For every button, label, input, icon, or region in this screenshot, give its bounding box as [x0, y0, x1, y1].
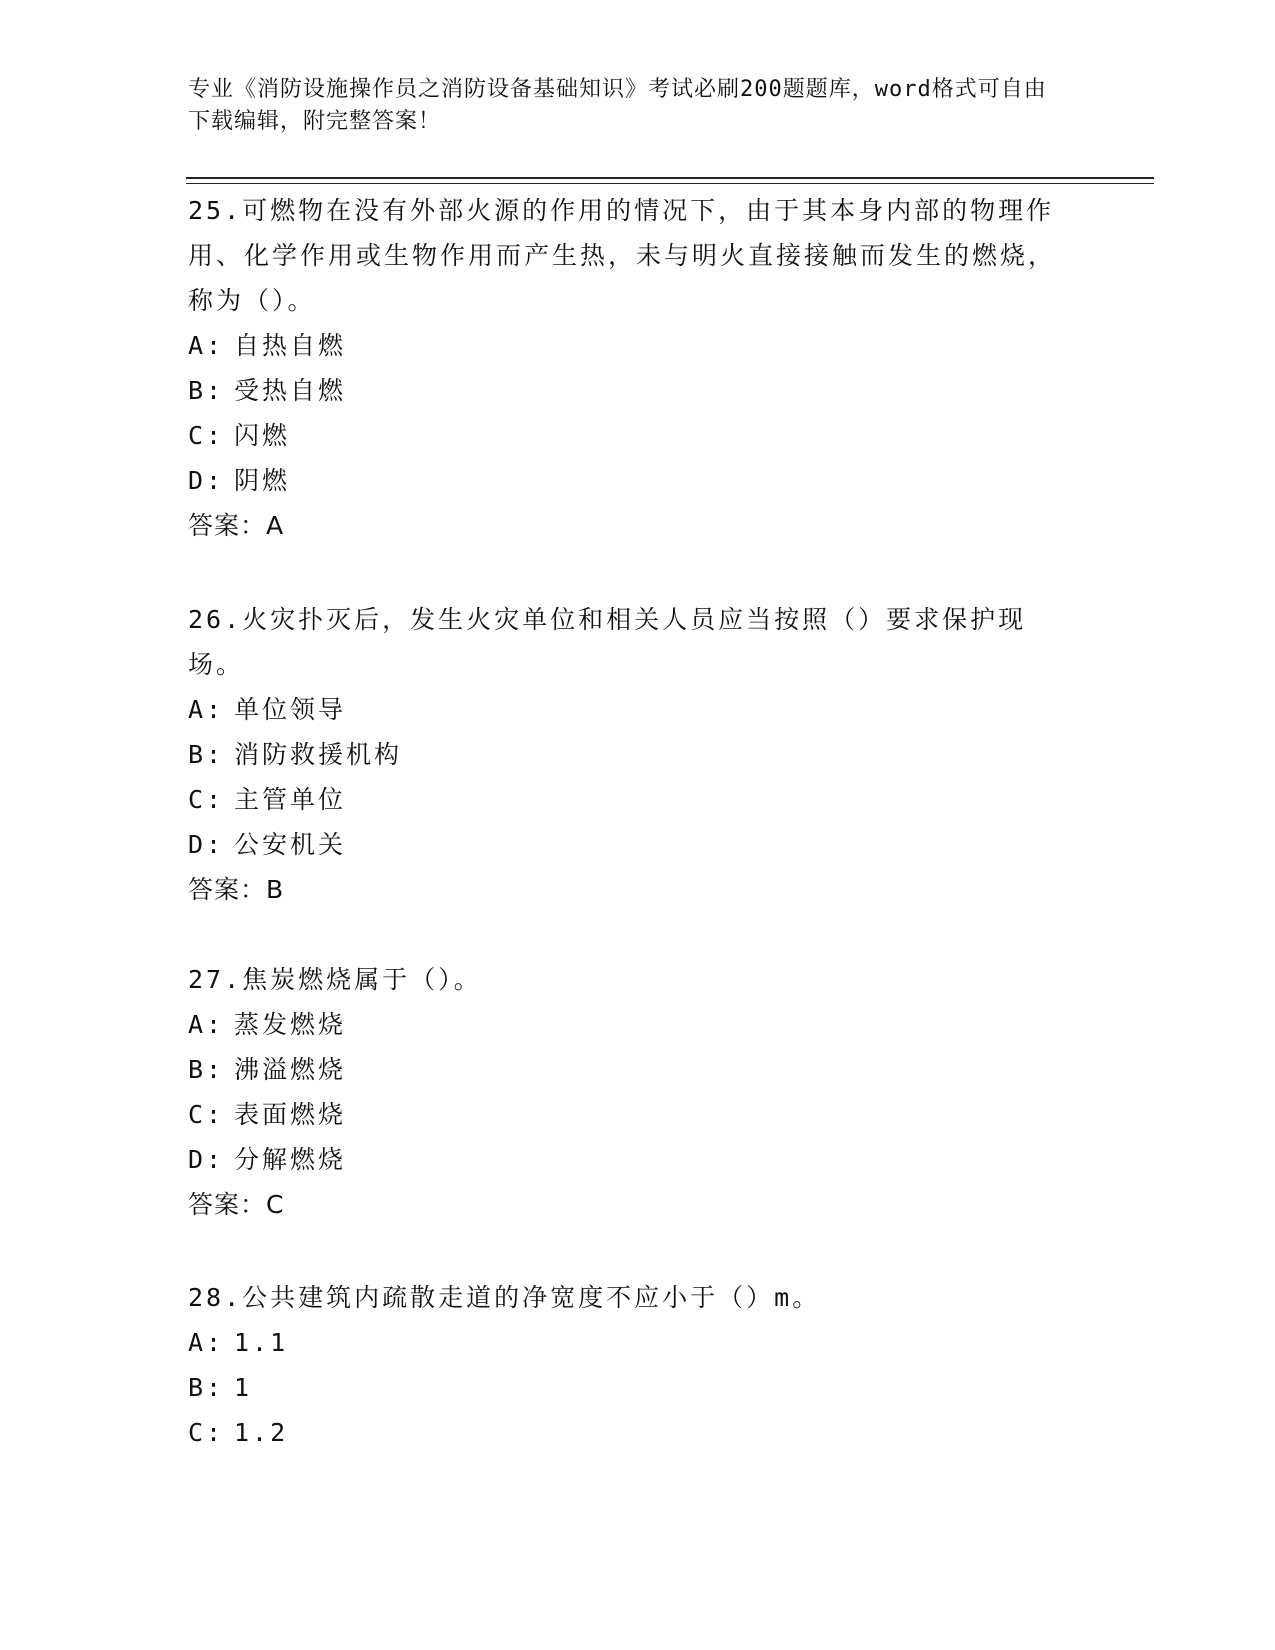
- option-c: [188, 777, 1088, 822]
- option-letter: D:: [188, 830, 225, 859]
- option-text: 闪燃: [234, 421, 291, 450]
- question-stem: 26.火灾扑灭后，发生火灾单位和相关人员应当按照（）要求保护现场。: [188, 605, 1027, 679]
- option-c: [188, 1092, 1088, 1137]
- document-header: 专业《消防设施操作员之消防设备基础知识》考试必刷200题题库，word格式可自由下载编辑，附完整答案！: [188, 77, 1047, 134]
- answer-line: 答案：B: [188, 875, 285, 904]
- question-stem: 28.公共建筑内疏散走道的净宽度不应小于（）m。: [188, 1283, 821, 1312]
- option-b: [188, 1047, 1088, 1092]
- option-letter: A:: [188, 1328, 225, 1357]
- option-text: 公安机关: [234, 830, 347, 859]
- question-stem: 27.焦炭燃烧属于（）。: [188, 965, 482, 994]
- option-letter: D:: [188, 1145, 225, 1174]
- option-letter: B:: [188, 376, 225, 405]
- question-28: [188, 1275, 1088, 1455]
- option-text: 单位领导: [234, 695, 347, 724]
- option-text: 主管单位: [234, 785, 347, 814]
- answer-line: 答案：A: [188, 511, 285, 540]
- option-d: [188, 822, 1088, 867]
- option-text: 受热自燃: [234, 376, 347, 405]
- option-b: [188, 1365, 1088, 1410]
- option-text: 1: [234, 1373, 253, 1402]
- option-d: [188, 458, 1088, 503]
- option-text: 1.2: [234, 1418, 289, 1447]
- option-letter: D:: [188, 466, 225, 495]
- header-divider-thick: [186, 177, 1154, 179]
- option-c: [188, 1410, 1088, 1455]
- header-divider-thin: [186, 183, 1154, 184]
- option-a: [188, 323, 1088, 368]
- option-letter: B:: [188, 1373, 225, 1402]
- answer-line: 答案：C: [188, 1190, 285, 1219]
- option-c: [188, 413, 1088, 458]
- option-letter: C:: [188, 785, 225, 814]
- option-letter: C:: [188, 1418, 225, 1447]
- option-text: 1.1: [234, 1328, 289, 1357]
- option-text: 表面燃烧: [234, 1100, 347, 1129]
- question-25: [188, 188, 1088, 548]
- option-letter: C:: [188, 421, 225, 450]
- option-letter: A:: [188, 695, 225, 724]
- option-text: 阴燃: [234, 466, 291, 495]
- option-text: 沸溢燃烧: [234, 1055, 347, 1084]
- option-letter: A:: [188, 1010, 225, 1039]
- option-d: [188, 1137, 1088, 1182]
- option-b: [188, 368, 1088, 413]
- option-text: 消防救援机构: [234, 740, 403, 769]
- option-letter: A:: [188, 331, 225, 360]
- question-26: [188, 597, 1088, 912]
- option-a: [188, 1320, 1088, 1365]
- option-text: 分解燃烧: [234, 1145, 347, 1174]
- option-letter: B:: [188, 1055, 225, 1084]
- option-letter: C:: [188, 1100, 225, 1129]
- question-stem: 25.可燃物在没有外部火源的作用的情况下，由于其本身内部的物理作用、化学作用或生物作用而产生热，未与明火直接接触而发生的燃烧，称为（）。: [188, 196, 1057, 315]
- question-27: [188, 957, 1088, 1227]
- option-letter: B:: [188, 740, 225, 769]
- option-text: 自热自燃: [234, 331, 347, 360]
- option-b: [188, 732, 1088, 777]
- option-a: [188, 687, 1088, 732]
- option-a: [188, 1002, 1088, 1047]
- option-text: 蒸发燃烧: [234, 1010, 347, 1039]
